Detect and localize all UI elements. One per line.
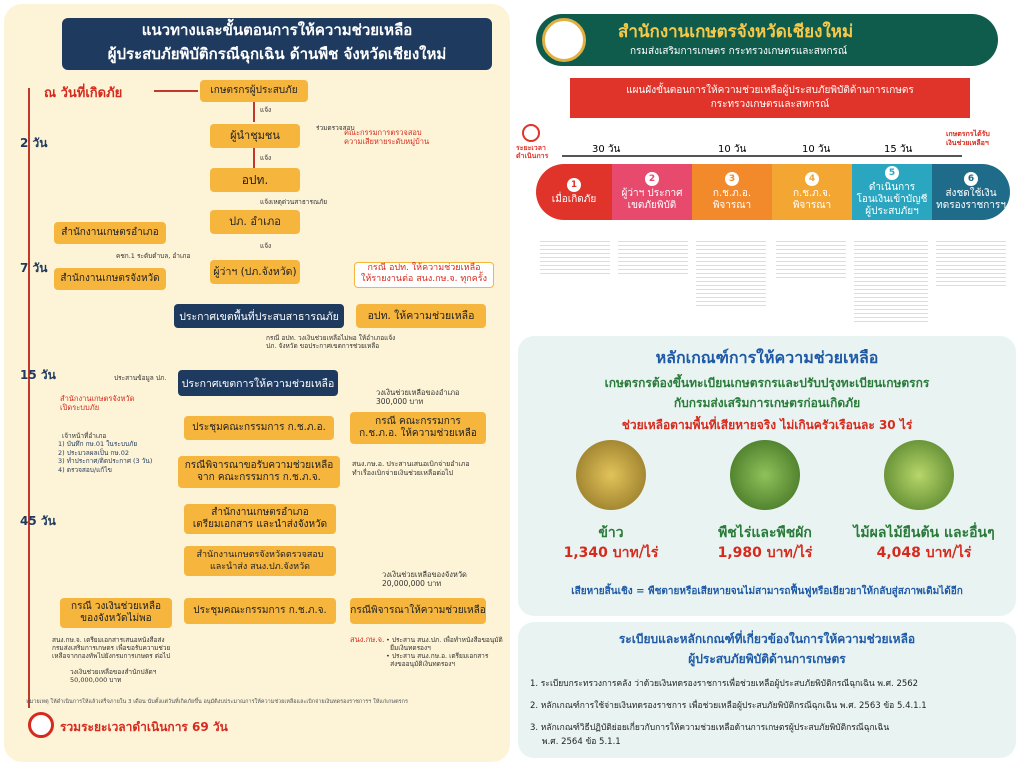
case-opt: กรณี อปท. ให้ความช่วยเหลือ xyxy=(367,263,481,273)
community-leader-box: ผู้นำชุมชน xyxy=(210,124,300,148)
farmers-box: เกษตรกรผู้ประสบภัย xyxy=(200,80,308,102)
step-2 xyxy=(612,164,692,220)
governor-box: ผู้ว่าฯ (ปภ.จังหวัด) xyxy=(210,260,300,284)
step-5 xyxy=(852,164,932,220)
step-number: 3 xyxy=(725,172,739,186)
meeting-province-committee: ประชุมคณะกรรมการ ก.ช.ภ.จ. xyxy=(184,598,336,624)
step-4 xyxy=(772,164,852,220)
arrow xyxy=(253,102,255,122)
prepare-documents: สำนักงานเกษตรอำเภอ เตรียมเอกสาร และนำส่งจังหวัด xyxy=(184,504,336,534)
case-opt-report: ให้รายงานต่อ สนง.กษ.จ. ทุกครั้ง xyxy=(361,274,487,284)
criteria-section xyxy=(518,336,1016,616)
province-agri-box: สำนักงานเกษตรจังหวัด xyxy=(54,268,166,290)
step-6 xyxy=(932,164,1010,220)
case-consider: กรณีพิจารณาขอรับความช่วยเหลือ จาก คณะกรรมการ ก.ช.ภ.จ. xyxy=(178,456,340,488)
crop-name-rice: ข้าว xyxy=(598,525,624,541)
joint-check-label: ร่วมตรวจสอบ xyxy=(316,124,355,132)
province-budget: วงเงินช่วยเหลือของจังหวัด 20,000,000 บาท xyxy=(382,570,467,588)
plan-ribbon xyxy=(570,78,970,118)
officer-label: เจ้าหน้าที่อำเภอ xyxy=(62,432,107,440)
district-budget: วงเงินช่วยเหลือของอำเภอ 300,000 บาท xyxy=(376,388,460,406)
step-label: ก.ช.ภ.อ. พิจารณา xyxy=(712,188,752,211)
crop-name-field: พืชไร่และพืชผัก xyxy=(718,525,812,541)
ribbon-line-2: กระทรวงเกษตรและสหกรณ์ xyxy=(710,99,830,110)
step-label: ผู้ว่าฯ ประกาศ เขตภัยพิบัติ xyxy=(621,188,683,211)
notify-label: แจ้ง xyxy=(260,242,272,250)
criteria-line-1: เกษตรกรต้องขึ้นทะเบียนเกษตรกรและปรับปรุงทะเบียนเกษตรกร xyxy=(604,376,930,390)
arrow xyxy=(154,90,198,92)
disaster-day-label: ณ วันที่เกิดภัย xyxy=(44,86,123,101)
step-label: เมื่อเกิดภัย xyxy=(551,194,597,205)
seal-icon xyxy=(542,18,586,62)
case-budget-insufficient: กรณี วงเงินช่วยเหลือ ของจังหวัดไม่พอ xyxy=(60,598,172,628)
regulation-3-cont: พ.ศ. 2564 ข้อ 5.1.1 xyxy=(542,737,621,747)
loss-definition: เสียหายสิ้นเชิง = พืชตายหรือเสียหายจนไม่สามารถฟื้นฟูหรือเยียวยาให้กลับสู่สภาพเดิมได้อีก xyxy=(571,586,963,597)
farmer-paid-label: เกษตรกรได้รับ เงินช่วยเหลือฯ xyxy=(946,130,990,147)
title-line-2: ผู้ประสบภัยพิบัติกรณีฉุกเฉิน ด้านพืช จังหวัดเชียงใหม่ xyxy=(107,45,447,63)
opt-note: กรณี อปท. วงเงินช่วยเหลือไม่พอ ให้อำเภอแจ้ง ปภ. จังหวัด ขอประกาศเขตการช่วยเหลือ xyxy=(266,334,396,350)
regulation-1: 1. ระเบียบกระทรวงการคลัง ว่าด้วยเงินทดรองราชการเพื่อช่วยเหลือผู้ประสบภัยพิบัติกรณีฉุกเฉิน พ.ศ. 2562 xyxy=(530,679,919,689)
clock-icon xyxy=(28,712,54,738)
header-banner xyxy=(536,14,998,66)
day-label-7: 7 วัน xyxy=(20,261,48,275)
reg-title-1: ระเบียบและหลักเกณฑ์ที่เกี่ยวข้องในการให้ความช่วยเหลือ xyxy=(618,632,916,646)
step-number: 4 xyxy=(805,172,819,186)
coordinate-label: ประสานข้อมูล ปภ. xyxy=(114,374,167,382)
step-number: 2 xyxy=(645,172,659,186)
case-district-committee: กรณี คณะกรรมการ ก.ช.ภ.อ. ให้ความช่วยเหลือ xyxy=(350,412,486,444)
title-line-1: แนวทางและขั้นตอนการให้ความช่วยเหลือ xyxy=(141,21,413,39)
step-label: ส่งชดใช้เงิน ทดรองราชการฯ xyxy=(936,188,1006,211)
province-check: สำนักงานเกษตรจังหวัดตรวจสอบ และนำส่ง สนง.ปภ.จังหวัด xyxy=(184,546,336,576)
declare-help-box: ประกาศเขตการให้ความช่วยเหลือ xyxy=(178,370,338,396)
disaster-prevention-district-box: ปภ. อำเภอ xyxy=(210,210,300,234)
province-open-system: สำนักงานเกษตรจังหวัด เปิดระบบภัย xyxy=(60,394,135,412)
declare-zone-box: ประกาศเขตพื้นที่ประสบสาธารณภัย xyxy=(174,304,344,328)
right-panel xyxy=(514,4,1020,762)
mango-image xyxy=(884,440,954,510)
duration-1: 30 วัน xyxy=(592,144,621,155)
opt-help-box: อปท. ให้ความช่วยเหลือ xyxy=(356,304,486,328)
meeting-district-committee: ประชุมคณะกรรมการ ก.ช.ภ.อ. xyxy=(184,416,334,440)
notify-reason: แจ้งเหตุด่วนสาธารณภัย xyxy=(260,198,328,206)
arrow xyxy=(253,148,255,168)
step-1 xyxy=(536,164,612,220)
rice-image xyxy=(576,440,646,510)
officer-tasks: 1) บันทึก กษ.01 ในระบบภัย 2) ประมวลผลเป็น กษ.02 3) ทำประกาศ/ติดประกาศ (3 วัน) 4) ตรวจสอบ/แก้ไข xyxy=(58,440,153,474)
regulation-3: 3. หลักเกณฑ์วิธีปฏิบัติย่อยเกี่ยวกับการให้ความช่วยเหลือด้านการเกษตรผู้ประสบภัยพิบัติกรณีฉุกเฉิน xyxy=(530,723,890,733)
kshk-label: คชก.1 ระดับตำบล, อำเภอ xyxy=(116,252,191,260)
village-committee: คณะกรรมการตรวจสอบ ความเสียหายระดับหมู่บ้าน xyxy=(344,128,430,146)
crop-rate-fruit: 4,048 บาท/ไร่ xyxy=(876,545,972,561)
dept-budget: วงเงินช่วยเหลือของสำนักปลัดฯ 50,000,000 บาท xyxy=(70,668,157,684)
notify-label: แจ้ง xyxy=(260,106,272,114)
provincial-tasks: • ประสาน สนง.ปภ. เพื่อทำหนังสือขอนุมัติ ยืมเงินทดรองฯ • ประสาน สนง.กษ.อ. เตรียมเอกสาร ส่งขออนุมัติเงินทดรองฯ xyxy=(386,636,503,668)
header-subtitle: กรมส่งเสริมการเกษตร กระทรวงเกษตรและสหกรณ์ xyxy=(630,46,848,57)
submit-dept: สนง.กษ.จ. เตรียมเอกสารเสนอหนังสือส่ง กรมส่งเสริมการเกษตร เพื่อขอรับความช่วย เหลือจากกองทัพไปยังกรมการเกษตร ต่อไป xyxy=(52,636,171,660)
day-label-2: 2 วัน xyxy=(20,136,48,150)
duration-3: 10 วัน xyxy=(802,144,831,155)
regulations-section xyxy=(518,622,1016,758)
regulation-2: 2. หลักเกณฑ์การใช้จ่ายเงินทดรองราชการ เพื่อช่วยเหลือผู้ประสบภัยพิบัติกรณีฉุกเฉิน พ.ศ. 2563 ข้อ 5.4.1.1 xyxy=(530,701,927,711)
step-number: 1 xyxy=(567,178,581,192)
criteria-line-3: ช่วยเหลือตามพื้นที่เสียหายจริง ไม่เกินครัวเรือนละ 30 ไร่ xyxy=(621,418,913,432)
step-label: ดำเนินการ โอนเงินเข้าบัญชี ผู้ประสบภัยฯ xyxy=(856,182,928,217)
left-panel xyxy=(4,4,510,762)
timeline-label: ระยะเวลา ดำเนินการ xyxy=(516,144,549,160)
crop-name-fruit: ไม้ผลไม้ยืนต้น และอื่นๆ xyxy=(853,525,995,541)
criteria-title: หลักเกณฑ์การให้ความช่วยเหลือ xyxy=(655,348,879,367)
reg-title-2: ผู้ประสบภัยพิบัติด้านการเกษตร xyxy=(688,652,846,666)
footnote: หมายเหตุ ให้ดำเนินการให้แล้วเสร็จภายใน 3 เดือน นับตั้งแต่วันที่เกิดภัยขึ้น อนุมัติงบประมาณการให้ความช่วยเหลือและเบิกจ่ายเงินทดรองราชการฯ ให้แก่เกษตรกร xyxy=(26,699,408,705)
provincial-office-label: สนง.กษ.จ. xyxy=(350,635,385,644)
clock-icon xyxy=(522,124,540,142)
district-agri-box: สำนักงานเกษตรอำเภอ xyxy=(54,222,166,244)
crop-rate-rice: 1,340 บาท/ไร่ xyxy=(563,545,659,561)
local-admin-box: อปท. xyxy=(210,168,300,192)
header-title: สำนักงานเกษตรจังหวัดเชียงใหม่ xyxy=(618,22,854,42)
notify-label: แจ้ง xyxy=(260,154,272,162)
step-label: ก.ช.ภ.จ. พิจารณา xyxy=(792,188,832,211)
case-consider-2: กรณีพิจารณาให้ความช่วยเหลือ xyxy=(350,598,486,624)
step-number: 6 xyxy=(964,172,978,186)
total-duration: รวมระยะเวลาดำเนินการ 69 วัน xyxy=(60,720,228,734)
step-notes xyxy=(540,238,1010,324)
day-label-45: 45 วัน xyxy=(20,514,56,528)
sent-budget: สนง.กษ.อ. ประสานเสนอเบิกจ่ายอำเภอ ทำเรื่องเบิกจ่ายเงินช่วยเหลือต่อไป xyxy=(352,460,470,477)
duration-4: 15 วัน xyxy=(884,144,913,155)
criteria-line-2: กับกรมส่งเสริมการเกษตรก่อนเกิดภัย xyxy=(673,396,861,410)
timeline-rail xyxy=(28,88,30,708)
day-label-15: 15 วัน xyxy=(20,368,56,382)
duration-2: 10 วัน xyxy=(718,144,747,155)
ribbon-line-1: แผนผังขั้นตอนการให้ความช่วยเหลือผู้ประสบภัยพิบัติด้านการเกษตร xyxy=(626,85,914,96)
step-number: 5 xyxy=(885,166,899,180)
corn-image xyxy=(730,440,800,510)
left-title xyxy=(62,18,492,70)
step-3 xyxy=(692,164,772,220)
crop-rate-field: 1,980 บาท/ไร่ xyxy=(717,545,813,561)
